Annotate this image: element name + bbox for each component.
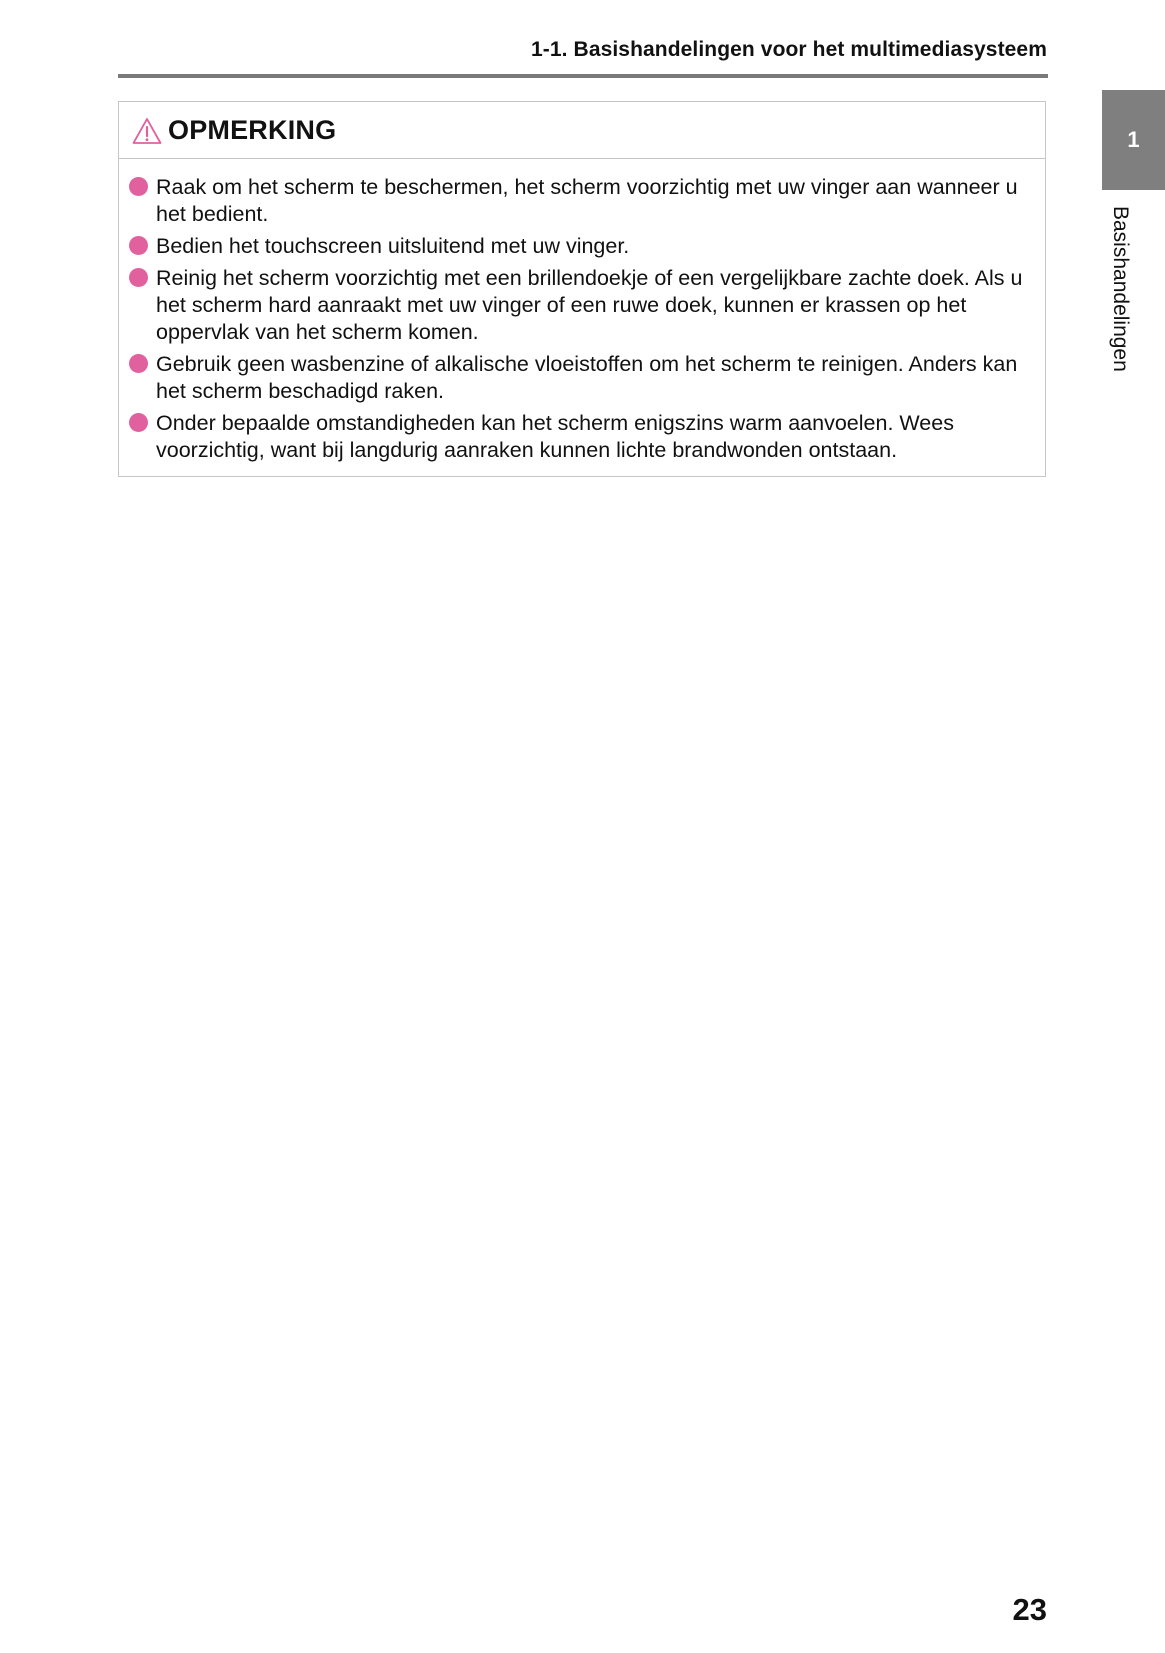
notice-item-text: Gebruik geen wasbenzine of alkalische vloeistoffen om het scherm te reinigen. Anders kan het scherm beschadigd raken. <box>156 352 1018 403</box>
notice-item <box>156 351 1035 405</box>
chapter-side-label <box>1108 206 1138 396</box>
notice-item-text: Reinig het scherm voorzichtig met een brillendoekje of een vergelijkbare zachte doek. Als u het scherm hard aanraakt met uw vinger of een ruwe doek, kunnen er krassen op het oppervlak van het scherm komen. <box>156 266 1023 344</box>
notice-box <box>118 101 1046 477</box>
page-number: 23 <box>1012 1592 1047 1627</box>
bullet-dot-icon <box>129 413 148 432</box>
notice-item <box>156 410 1035 464</box>
notice-item <box>156 233 1035 260</box>
notice-item <box>156 174 1035 228</box>
bullet-dot-icon <box>129 354 148 373</box>
bullet-dot-icon <box>129 268 148 287</box>
notice-title: OPMERKING <box>168 114 337 145</box>
notice-item-text: Raak om het scherm te beschermen, het scherm voorzichtig met uw vinger aan wanneer u het bedient. <box>156 175 1018 226</box>
chapter-tab[interactable] <box>1102 90 1165 190</box>
section-header-title: 1-1. Basishandelingen voor het multimediasysteem <box>531 38 1047 61</box>
chapter-number: 1 <box>1127 127 1140 152</box>
notice-item-text: Bedien het touchscreen uitsluitend met uw vinger. <box>156 234 630 258</box>
bullet-dot-icon <box>129 177 148 196</box>
notice-list <box>119 159 1045 464</box>
header-divider <box>118 74 1048 78</box>
notice-item <box>156 265 1035 346</box>
notice-header <box>119 102 1045 159</box>
warning-triangle-icon <box>132 117 162 145</box>
notice-item-text: Onder bepaalde omstandigheden kan het scherm enigszins warm aanvoelen. Wees voorzichtig, want bij langdurig aanraken kunnen lichte brandwonden ontstaan. <box>156 411 954 462</box>
bullet-dot-icon <box>129 236 148 255</box>
chapter-label-text: Basishandelingen <box>1109 206 1132 372</box>
